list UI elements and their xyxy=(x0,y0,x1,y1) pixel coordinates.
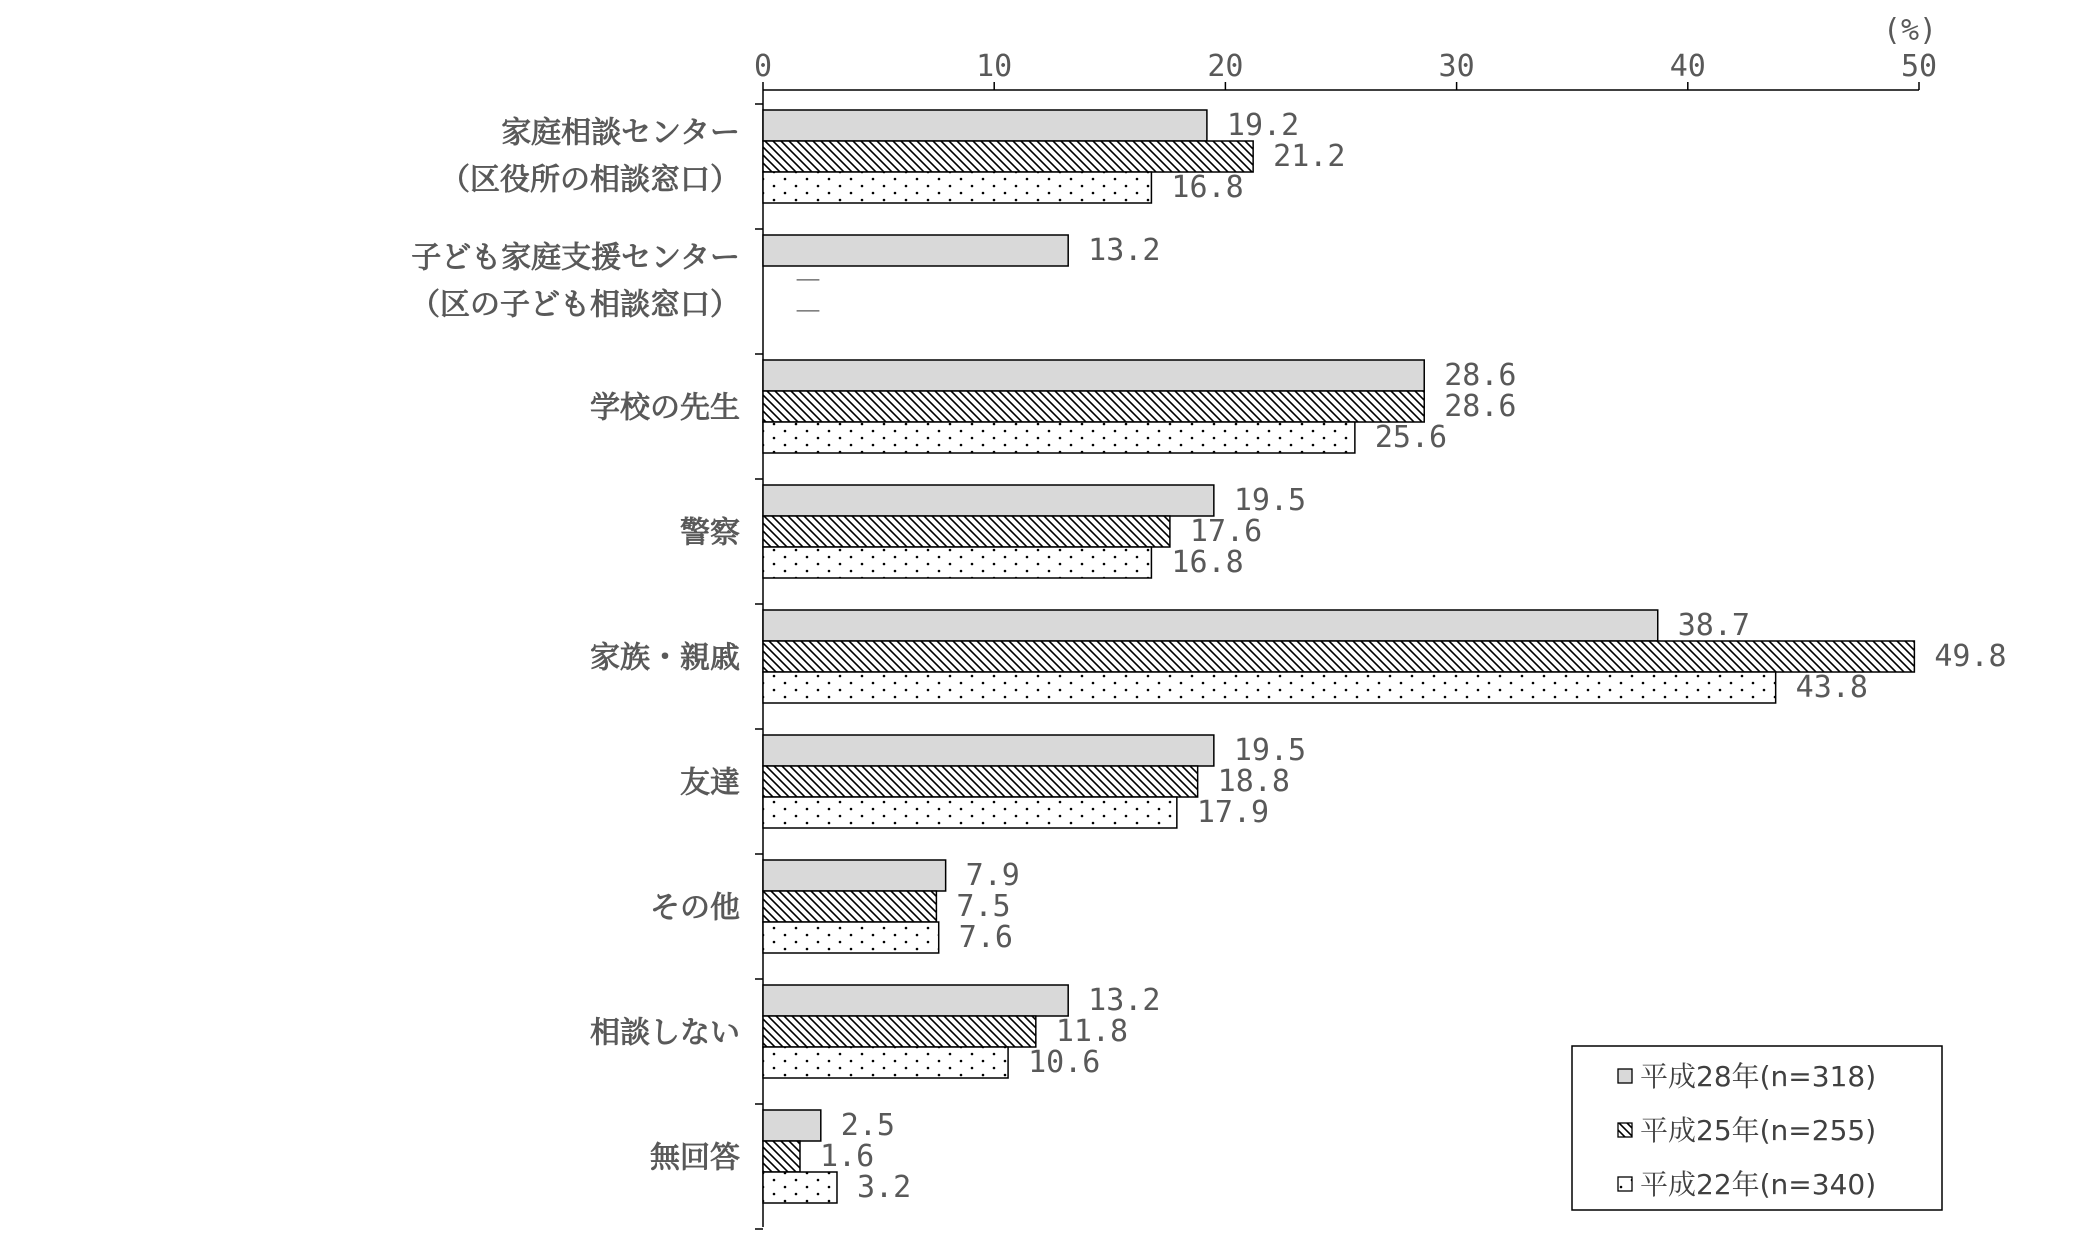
bar xyxy=(763,766,1198,797)
x-tick-label: 50 xyxy=(1900,49,1938,84)
category-label xyxy=(590,1016,740,1051)
category-label xyxy=(680,766,740,801)
bar xyxy=(763,547,1151,578)
bar xyxy=(763,141,1253,172)
data-label: 7.5 xyxy=(956,889,1011,924)
x-tick-label: 10 xyxy=(976,49,1013,84)
category-label xyxy=(650,891,740,926)
bar xyxy=(763,1110,821,1141)
category-label-line: 家族・親戚 xyxy=(590,640,740,676)
bar xyxy=(763,172,1151,203)
data-label: 13.2 xyxy=(1088,233,1161,268)
category-label xyxy=(410,241,740,323)
bar xyxy=(763,641,1914,672)
data-label: 2.5 xyxy=(840,1108,895,1143)
category-label xyxy=(590,641,740,676)
bar xyxy=(763,516,1170,547)
data-label: 25.6 xyxy=(1374,420,1448,455)
data-label: 38.7 xyxy=(1677,608,1750,643)
category-label-line: 子ども家庭支援センター xyxy=(411,240,740,276)
category-label-line: 警察 xyxy=(680,515,740,551)
category-label xyxy=(440,116,740,198)
bar xyxy=(763,110,1207,141)
category-label-line: （区の子ども相談窓口） xyxy=(410,287,740,323)
bar xyxy=(763,422,1355,453)
legend-label: 平成25年(n=255) xyxy=(1640,1114,1877,1147)
data-label: 43.8 xyxy=(1795,670,1868,705)
category-label-line: 学校の先生 xyxy=(590,390,740,426)
bar xyxy=(763,672,1776,703)
category-label-line: （区役所の相談窓口） xyxy=(440,162,740,198)
bar xyxy=(763,235,1068,266)
data-label: 17.9 xyxy=(1196,795,1270,830)
data-label: 19.5 xyxy=(1233,733,1307,768)
bar xyxy=(763,891,936,922)
bar xyxy=(763,860,946,891)
category-label xyxy=(590,391,740,426)
data-label: 13.2 xyxy=(1088,983,1161,1018)
data-label: 18.8 xyxy=(1217,764,1290,799)
data-label: 1.6 xyxy=(819,1139,875,1174)
category-label-line: 家庭相談センター xyxy=(501,115,740,151)
data-label: 10.6 xyxy=(1028,1045,1101,1080)
data-label: 19.5 xyxy=(1233,483,1307,518)
bar xyxy=(763,985,1068,1016)
data-label: 28.6 xyxy=(1444,358,1517,393)
legend-swatch xyxy=(1618,1069,1632,1083)
bar xyxy=(763,1047,1008,1078)
legend xyxy=(1572,1046,1942,1210)
legend-label: 平成28年(n=318) xyxy=(1640,1060,1877,1093)
data-label: － xyxy=(793,264,823,299)
data-label: 7.9 xyxy=(965,858,1020,893)
x-tick-label: 0 xyxy=(753,49,773,84)
bar xyxy=(763,391,1424,422)
data-label: 3.2 xyxy=(856,1170,912,1205)
category-label-line: 無回答 xyxy=(650,1140,740,1176)
category-label-line: 友達 xyxy=(680,765,740,801)
x-tick-label: 30 xyxy=(1438,49,1475,84)
data-label: 16.8 xyxy=(1171,545,1244,580)
category-label xyxy=(680,516,740,551)
bar xyxy=(763,735,1214,766)
legend-label: 平成22年(n=340) xyxy=(1640,1168,1877,1201)
data-label: 49.8 xyxy=(1934,639,2007,674)
category-label-line: その他 xyxy=(650,890,740,926)
bar xyxy=(763,922,939,953)
data-label: 21.2 xyxy=(1273,139,1346,174)
bar xyxy=(763,1016,1036,1047)
data-label: 17.6 xyxy=(1189,514,1263,549)
x-tick-label: 40 xyxy=(1669,49,1706,84)
x-tick-label: 20 xyxy=(1207,49,1244,84)
bar xyxy=(763,485,1214,516)
category-label-line: 相談しない xyxy=(590,1015,740,1051)
bar xyxy=(763,1172,837,1203)
bar xyxy=(763,1141,800,1172)
bar xyxy=(763,360,1424,391)
bar xyxy=(763,610,1658,641)
legend-swatch xyxy=(1618,1177,1632,1191)
legend-swatch xyxy=(1618,1123,1632,1137)
category-label xyxy=(650,1141,740,1176)
bar xyxy=(763,797,1177,828)
data-label: 16.8 xyxy=(1171,170,1244,205)
data-label: 7.6 xyxy=(958,920,1013,955)
data-label: 11.8 xyxy=(1055,1014,1129,1049)
data-label: 19.2 xyxy=(1226,108,1300,143)
unit-label: (%) xyxy=(1882,13,1938,48)
data-label: 28.6 xyxy=(1444,389,1517,424)
data-label: － xyxy=(793,295,823,330)
